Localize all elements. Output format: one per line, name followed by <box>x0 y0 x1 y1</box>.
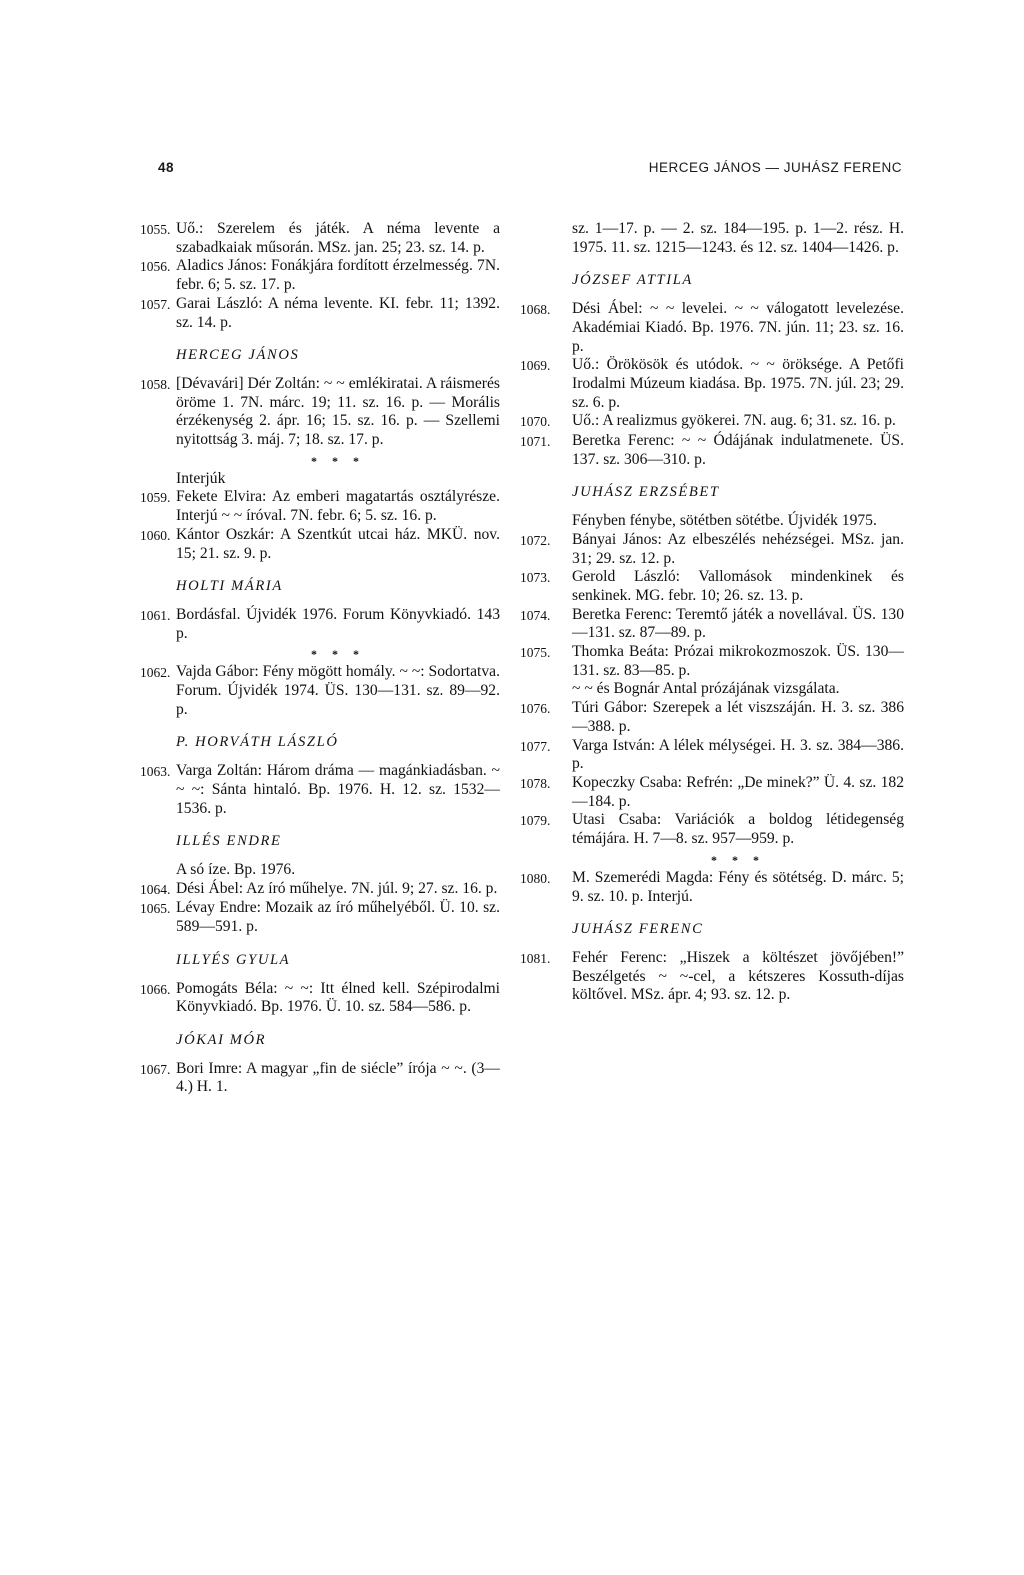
entry-1071 <box>520 432 904 469</box>
entry-number: 1064. <box>140 881 171 897</box>
entry-1072 <box>520 531 904 568</box>
entry-number: 1067. <box>140 1061 171 1077</box>
entry-1063 <box>140 762 500 818</box>
entry-number: 1070. <box>520 414 551 430</box>
entry-1075 <box>520 643 904 680</box>
entry-text: Uő.: A realizmus gyökerei. 7N. aug. 6; 31. sz. 16. p. <box>572 412 896 430</box>
entry-number: 1073. <box>520 570 551 586</box>
section-heading: HERCEG JÁNOS <box>176 347 300 364</box>
entry-number: 1079. <box>520 813 551 829</box>
entry-number: 1078. <box>520 775 551 791</box>
entry-text: Beretka Ferenc: ~ ~ Ódájának indulatmenete. ÜS. 137. sz. 306—310. p. <box>572 432 904 468</box>
entry-text: M. Szemerédi Magda: Fény és sötétség. D. márc. 5; 9. sz. 10. p. Interjú. <box>572 868 904 905</box>
entry-text: Fehér Ferenc: „Hiszek a költészet jövőjében!” Beszélgetés ~ ~-cel, a kétszeres Kossuth-díjas költővel. MSz. ápr. 4; 93. sz. 12. p. <box>572 948 904 1004</box>
entry-number: 1061. <box>140 607 171 623</box>
right-column <box>520 220 904 1005</box>
entry-number: 1055. <box>140 222 171 237</box>
entry-1064 <box>140 880 500 900</box>
entry-1056 <box>140 257 500 294</box>
entry-1059 <box>140 488 500 525</box>
entry-text: Bori Imre: A magyar „fin de siécle” írója ~ ~. (3—4.) H. 1. <box>176 1059 500 1096</box>
running-title: HERCEG JÁNOS — JUHÁSZ FERENC <box>648 160 902 175</box>
entry-number: 1062. <box>140 665 171 681</box>
entry-text: Lévay Endre: Mozaik az író műhelyéből. Ü. 10. sz. 589—591. p. <box>176 899 500 936</box>
entry-number: 1068. <box>520 302 551 318</box>
section-divider: * * * <box>311 453 365 468</box>
book-title-line: Fényben fénybe, sötétben sötétbe. Újvidék 1975. <box>572 512 877 530</box>
entry-number: 1069. <box>520 358 551 374</box>
entry-1060 <box>140 526 500 563</box>
entry-1066 <box>140 980 500 1017</box>
section-heading: ILLYÉS GYULA <box>176 951 291 968</box>
entry-number: 1057. <box>140 296 171 312</box>
entry-1080 <box>520 869 904 906</box>
entry-text: Kopeczky Csaba: Refrén: „De minek?” Ü. 4. sz. 182—184. p. <box>572 773 904 810</box>
page-number: 48 <box>158 160 175 175</box>
entry-1076 <box>520 699 904 736</box>
section-heading: JUHÁSZ FERENC <box>572 921 704 938</box>
entry-1078 <box>520 774 904 811</box>
subsection-label: Interjúk <box>176 469 226 487</box>
entry-text: Garai László: A néma levente. KI. febr. 11; 1392. sz. 14. p. <box>176 294 500 331</box>
entry-text: Uő.: Örökösök és utódok. ~ ~ öröksége. A Petőfi Irodalmi Múzeum kiadása. Bp. 1975. 7N. júl. 23; 29. sz. 6. p. <box>572 356 904 411</box>
section-heading: JÓKAI MÓR <box>176 1031 267 1048</box>
section-heading: JUHÁSZ ERZSÉBET <box>572 484 720 501</box>
continued-entry-text: ~ ~ és Bognár Antal prózájának vizsgálata. <box>572 680 840 698</box>
entry-number: 1058. <box>140 376 171 392</box>
entry-text: Aladics János: Fonákjára fordított érzelmesség. 7N. febr. 6; 5. sz. 17. p. <box>176 257 500 294</box>
entry-number: 1076. <box>520 701 551 717</box>
entry-1068 <box>520 300 904 356</box>
entry-number: 1072. <box>520 532 551 548</box>
entry-1058 <box>140 375 500 450</box>
entry-text: Uő.: Szerelem és játék. A néma levente a szabadkaiak műsorán. MSz. jan. 25; 23. sz. 14. p. <box>176 220 500 256</box>
entry-1069 <box>520 356 904 412</box>
entry-text: Pomogáts Béla: ~ ~: Itt élned kell. Szépirodalmi Könyvkiadó. Bp. 1976. Ü. 10. sz. 584—586. p. <box>176 979 500 1016</box>
entry-1067 <box>140 1060 500 1097</box>
entry-text: [Dévavári] Dér Zoltán: ~ ~ emlékiratai. A ráismerés öröme 1. 7N. márc. 19; 11. sz. 16. p. — Morális érzékenység 2. ápr. 16; 15. sz. 16. p. — Szellemi nyitottság 3. máj. 7; 18. sz. 17. p. <box>176 374 500 449</box>
entry-text: Varga Zoltán: Három dráma — magánkiadásban. ~ ~ ~: Sánta hintaló. Bp. 1976. H. 12. sz. 1532—1536. p. <box>176 762 500 817</box>
entry-text: Utasi Csaba: Variációk a boldog létidegenség témájára. H. 7—8. sz. 957—959. p. <box>572 811 904 848</box>
section-heading: HOLTI MÁRIA <box>176 578 283 595</box>
entry-text: Fekete Elvira: Az emberi magatartás osztályrésze. Interjú ~ ~ íróval. 7N. febr. 6; 5. sz. 16. p. <box>176 488 500 525</box>
entry-text: Bányai János: Az elbeszélés nehézségei. MSz. jan. 31; 29. sz. 12. p. <box>572 530 904 567</box>
continued-entry-text: sz. 1—17. p. — 2. sz. 184—195. p. 1—2. rész. H. 1975. 11. sz. 1215—1243. és 12. sz. 1404—1426. p. <box>572 220 904 256</box>
entry-number: 1074. <box>520 607 551 623</box>
entry-text: Thomka Beáta: Prózai mikrokozmoszok. ÜS. 130—131. sz. 83—85. p. <box>572 643 904 679</box>
book-title-line: A só íze. Bp. 1976. <box>176 860 296 878</box>
page-header <box>158 160 902 184</box>
entry-1081 <box>520 949 904 1005</box>
entry-1079 <box>520 811 904 848</box>
entry-text: Gerold László: Vallomások mindenkinek és senkinek. MG. febr. 10; 26. sz. 13. p. <box>572 568 904 604</box>
entry-1055 <box>140 220 500 257</box>
entry-1074 <box>520 606 904 643</box>
entry-number: 1081. <box>520 950 551 966</box>
entry-1065 <box>140 899 500 936</box>
entry-number: 1065. <box>140 901 171 917</box>
entry-1070 <box>520 412 904 432</box>
entry-text: Dési Ábel: Az író műhelye. 7N. júl. 9; 27. sz. 16. p. <box>176 879 498 897</box>
entry-text: Bordásfal. Újvidék 1976. Forum Könyvkiadó. 143 p. <box>176 605 500 642</box>
entry-1077 <box>520 737 904 774</box>
section-heading: ILLÉS ENDRE <box>176 833 282 850</box>
entry-text: Túri Gábor: Szerepek a lét viszszáján. H. 3. sz. 386—388. p. <box>572 699 904 735</box>
entry-number: 1063. <box>140 764 171 780</box>
entry-number: 1080. <box>520 870 551 886</box>
entry-number: 1077. <box>520 738 551 754</box>
section-heading: P. HORVÁTH LÁSZLÓ <box>176 734 339 751</box>
entry-number: 1075. <box>520 645 551 661</box>
entry-number: 1066. <box>140 981 171 997</box>
section-divider: * * * <box>711 852 765 867</box>
left-column <box>140 220 500 1097</box>
section-divider: * * * <box>311 647 365 662</box>
entry-number: 1056. <box>140 259 171 275</box>
entry-number: 1059. <box>140 490 171 506</box>
entry-1061 <box>140 606 500 643</box>
entry-1073 <box>520 568 904 605</box>
entry-text: Kántor Oszkár: A Szentkút utcai ház. MKÜ. nov. 15; 21. sz. 9. p. <box>176 525 500 562</box>
entry-number: 1060. <box>140 527 171 543</box>
entry-1062 <box>140 663 500 719</box>
section-heading: JÓZSEF ATTILA <box>572 272 693 289</box>
entry-1057 <box>140 295 500 332</box>
entry-text: Beretka Ferenc: Teremtő játék a novellával. ÜS. 130—131. sz. 87—89. p. <box>572 605 904 642</box>
entry-text: Vajda Gábor: Fény mögött homály. ~ ~: Sodortatva. Forum. Újvidék 1974. ÜS. 130—131. sz. 89—92. p. <box>176 663 500 718</box>
entry-number: 1071. <box>520 434 551 450</box>
entry-text: Dési Ábel: ~ ~ levelei. ~ ~ válogatott levelezése. Akadémiai Kiadó. Bp. 1976. 7N. jún. 11; 23. sz. 16. p. <box>572 300 904 355</box>
entry-text: Varga István: A lélek mélységei. H. 3. sz. 384—386. p. <box>572 736 904 773</box>
